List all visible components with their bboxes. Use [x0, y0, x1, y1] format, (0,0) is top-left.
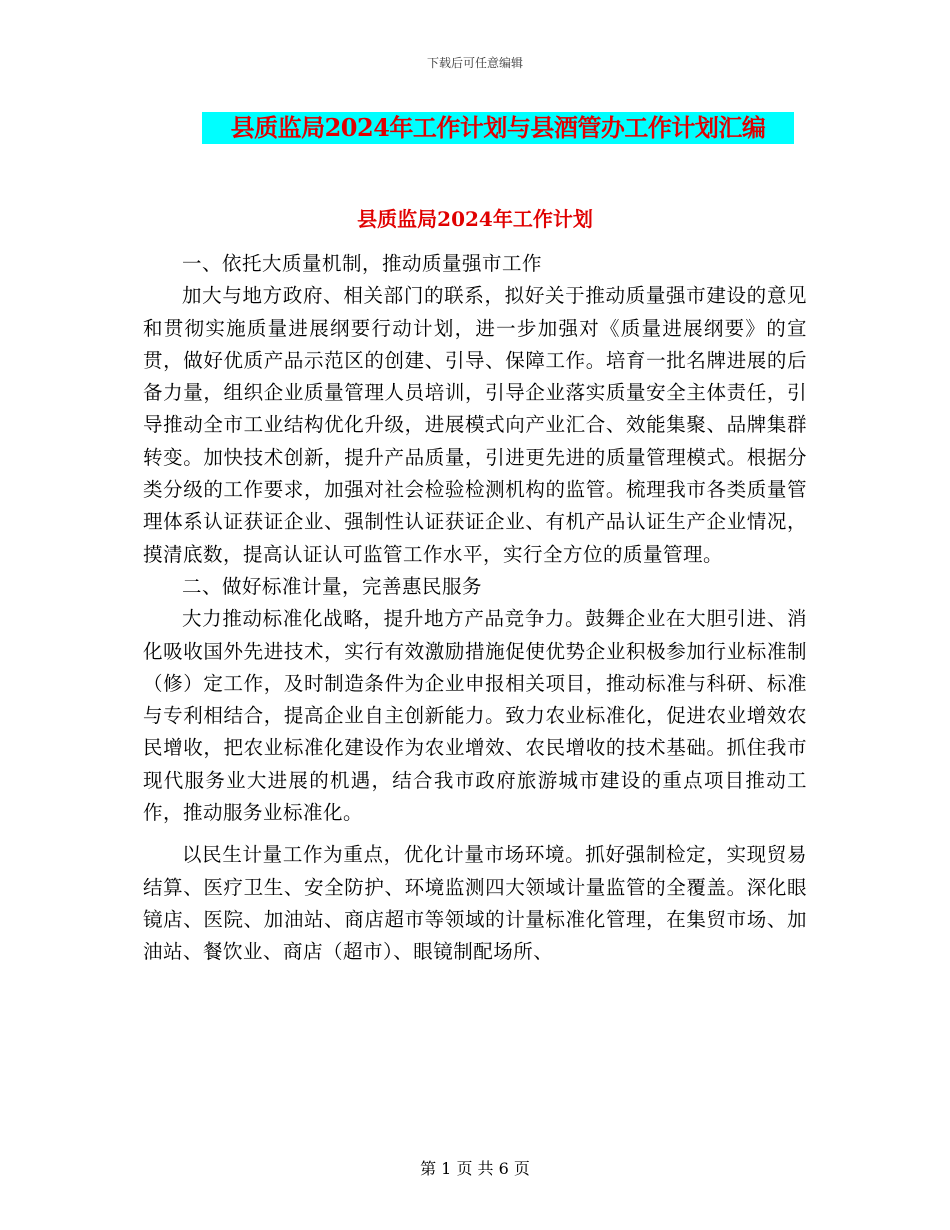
page-footer: 第 1 页 共 6 页: [420, 1159, 530, 1178]
paragraph: 以民生计量工作为重点，优化计量市场环境。抓好强制检定，实现贸易结算、医疗卫生、安全防护、环境监测四大领域计量监管的全覆盖。深化眼镜店、医院、加油站、商店超市等领域的计量标准化管理，在集贸市场、加油站、餐饮业、商店（超市）、眼镜制配场所、: [143, 843, 807, 964]
document-body: [143, 248, 807, 969]
main-title: 县质监局2024年工作计划与县酒管办工作计划汇编: [202, 112, 794, 144]
paragraph: 大力推动标准化战略，提升地方产品竞争力。鼓舞企业在大胆引进、消化吸收国外先进技术，实行有效激励措施促使优势企业积极参加行业标准制（修）定工作，及时制造条件为企业申报相关项目，推动标准与科研、标准与专利相结合，提高企业自主创新能力。致力农业标准化，促进农业增效农民增收，把农业标准化建设作为农业增效、农民增收的技术基础。抓住我市现代服务业大进展的机遇，结合我市政府旅游城市建设的重点项目推动工作，推动服务业标准化。: [143, 607, 807, 825]
section-title: 县质监局2024年工作计划: [357, 207, 593, 231]
section-heading: 二、做好标准计量，完善惠民服务: [182, 574, 483, 598]
header-note: 下载后可任意编辑: [426, 56, 523, 70]
paragraph: 加大与地方政府、相关部门的联系，拟好关于推动质量强市建设的意见和贯彻实施质量进展纲要行动计划，进一步加强对《质量进展纲要》的宣贯，做好优质产品示范区的创建、引导、保障工作。培育一批名牌进展的后备力量，组织企业质量管理人员培训，引导企业落实质量安全主体责任，引导推动全市工业结构优化升级，进展模式向产业汇合、效能集聚、品牌集群转变。加快技术创新，提升产品质量，引进更先进的质量管理模式。根据分类分级的工作要求，加强对社会检验检测机构的监管。梳理我市各类质量管理体系认证获证企业、强制性认证获证企业、有机产品认证生产企业情况，摸清底数，提高认证认可监管工作水平，实行全方位的质量管理。: [143, 284, 807, 566]
section-heading: 一、依托大质量机制，推动质量强市工作: [182, 252, 543, 275]
